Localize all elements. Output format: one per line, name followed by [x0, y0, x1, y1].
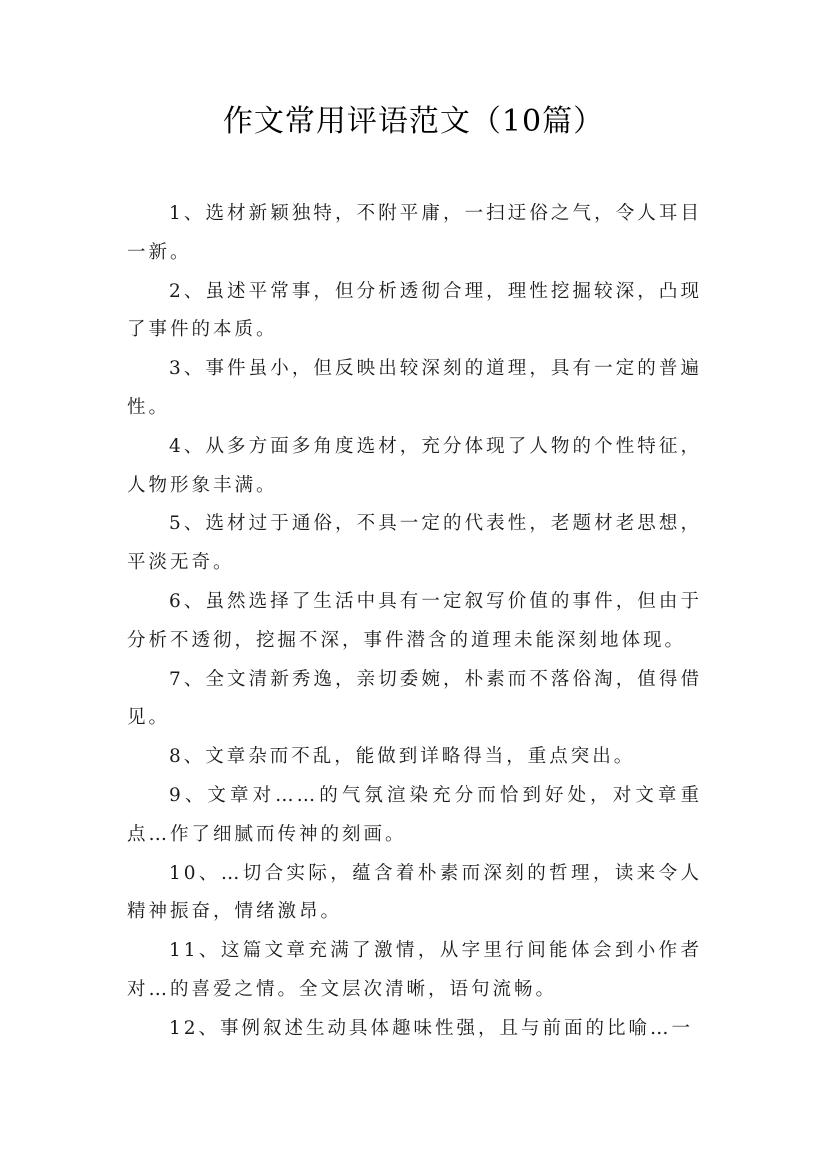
comment-paragraph-5: 5、选材过于通俗，不具一定的代表性，老题材老思想，平淡无奇。 — [127, 513, 702, 574]
comment-paragraph-1: 1、选材新颖独特，不附平庸，一扫迂俗之气，令人耳目一新。 — [127, 203, 702, 263]
comment-paragraph-10: 10、…切合实际，蕴含着朴素而深刻的哲理，读来令人精神振奋，情绪激昂。 — [127, 862, 702, 923]
comment-paragraph-9: 9、文章对……的气氛渲染充分而恰到好处，对文章重点…作了细腻而传神的刻画。 — [127, 784, 702, 845]
comment-paragraph-4: 4、从多方面多角度选材，充分体现了人物的个性特征，人物形象丰满。 — [127, 435, 702, 496]
comment-paragraph-12: 12、事例叙述生动具体趣味性强，且与前面的比喻…一 — [169, 1017, 694, 1039]
comment-paragraph-2: 2、虽述平常事，但分析透彻合理，理性挖掘较深，凸现了事件的本质。 — [127, 280, 702, 341]
comment-paragraph-8: 8、文章杂而不乱，能做到详略得当，重点突出。 — [169, 746, 636, 768]
comment-paragraph-7: 7、全文清新秀逸，亲切委婉，朴素而不落俗淘，值得借见。 — [127, 668, 702, 729]
comment-paragraph-6: 6、虽然选择了生活中具有一定叙写价值的事件，但由于分析不透彻，挖掘不深，事件潜含的道理未能深刻地体现。 — [127, 590, 702, 651]
document-title: 作文常用评语范文（10篇） — [222, 104, 605, 139]
comment-paragraph-11: 11、这篇文章充满了激情，从字里行间能体会到小作者对…的喜爱之情。全文层次清晰，语句流畅。 — [127, 940, 702, 1000]
document-body — [127, 195, 702, 1049]
comment-paragraph-3: 3、事件虽小，但反映出较深刻的道理，具有一定的普遍性。 — [127, 358, 702, 418]
